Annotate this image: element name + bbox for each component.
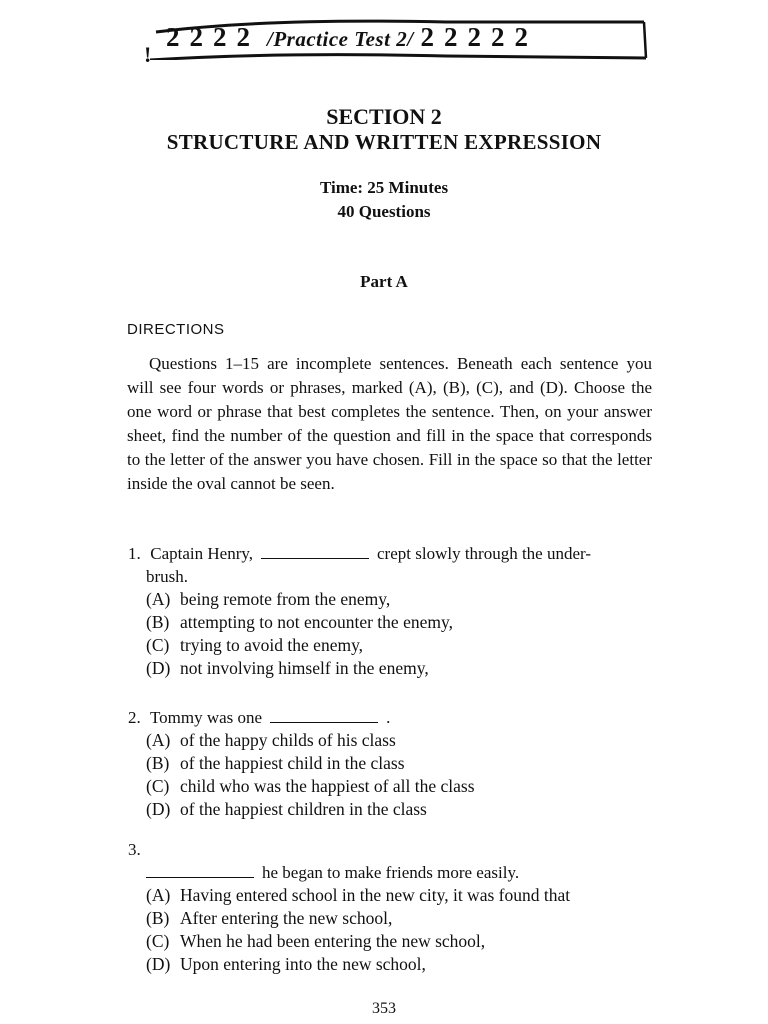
option-list (128, 884, 658, 976)
option-text: being remote from the enemy, (180, 589, 391, 609)
header-text (166, 17, 538, 59)
header-digit: 2 (213, 22, 228, 52)
option-letter: (C) (146, 931, 170, 951)
option-text: trying to avoid the enemy, (180, 635, 364, 655)
option-text: Having entered school in the new city, it was found that (180, 885, 571, 905)
option-text: not involving himself in the enemy, (180, 658, 429, 678)
header-digit: 2 (236, 22, 251, 52)
option-letter: (C) (146, 635, 170, 655)
answer-blank (261, 546, 369, 559)
section-title: STRUCTURE AND WRITTEN EXPRESSION (166, 130, 602, 154)
stem-after-blank: crept slowly through the under- (377, 544, 592, 563)
question-stem (128, 542, 658, 565)
option-text: of the happiest child in the class (180, 753, 405, 773)
stem-continuation: brush. (146, 567, 189, 586)
question-count: 40 Questions (337, 202, 431, 221)
question-2 (128, 706, 658, 821)
question-stem-line (128, 861, 658, 884)
option-text: When he had been entering the new school, (180, 931, 486, 951)
header-digit: 2 (514, 22, 530, 52)
option-list (128, 729, 658, 821)
directions-block (127, 352, 652, 496)
stem-before-blank: Captain Henry, (150, 544, 254, 563)
question-number: 1. (128, 544, 141, 563)
option-letter: (B) (146, 753, 170, 773)
option-b[interactable] (146, 752, 658, 775)
question-number: 2. (128, 708, 141, 727)
stem-after-blank: . (386, 708, 391, 727)
header-title: /Practice Test 2/ (267, 27, 414, 51)
option-letter: (B) (146, 908, 170, 928)
option-c[interactable] (146, 634, 658, 657)
option-a[interactable] (146, 729, 658, 752)
option-text: of the happy childs of his class (180, 730, 396, 750)
option-text: Upon entering into the new school, (180, 954, 426, 974)
header-digit: 2 (420, 22, 436, 52)
option-letter: (A) (146, 730, 171, 750)
question-1 (128, 542, 658, 680)
stem-before-blank: Tommy was one (149, 708, 263, 727)
option-letter: (D) (146, 799, 171, 819)
option-text: child who was the happiest of all the class (180, 776, 475, 796)
header-digit: 2 (491, 22, 506, 52)
option-a[interactable] (146, 884, 658, 907)
question-stem (128, 838, 658, 861)
header-tick-mark: ! (144, 42, 152, 67)
option-d[interactable] (146, 953, 658, 976)
directions-text: Questions 1–15 are incomplete sentences. Beneath each sentence you will see four words or phrases, marked (A), (B), (C), and (D). Choose the one word or phrase that best completes the sentence. Then, on your answer sheet, find the number of the question and fill in the space that corresponds to the letter of the answer you have chosen. Fill in the space so that the letter inside the oval cannot be seen. (127, 354, 652, 493)
option-d[interactable] (146, 657, 658, 680)
header-digit: 2 (189, 22, 204, 52)
option-text: attempting to not encounter the enemy, (180, 612, 453, 632)
answer-blank (146, 865, 254, 878)
option-list (128, 588, 658, 680)
option-letter: (D) (146, 954, 171, 974)
option-b[interactable] (146, 907, 658, 930)
option-c[interactable] (146, 930, 658, 953)
option-letter: (A) (146, 885, 171, 905)
option-letter: (C) (146, 776, 170, 796)
option-d[interactable] (146, 798, 658, 821)
option-letter: (B) (146, 612, 170, 632)
option-text: of the happiest children in the class (180, 799, 427, 819)
option-a[interactable] (146, 588, 658, 611)
question-3 (128, 838, 658, 976)
question-stem (128, 706, 658, 729)
header-bar (144, 12, 650, 67)
header-digit: 2 (166, 22, 181, 52)
stem-after-blank: he began to make friends more easily. (262, 863, 520, 882)
part-heading: Part A (360, 272, 408, 291)
page-number: 353 (372, 1000, 396, 1017)
option-b[interactable] (146, 611, 658, 634)
directions-label: DIRECTIONS (127, 321, 225, 338)
header-digit: 2 (467, 22, 483, 52)
question-number: 3. (128, 840, 141, 859)
option-text: After entering the new school, (180, 908, 393, 928)
option-letter: (D) (146, 658, 171, 678)
option-letter: (A) (146, 589, 171, 609)
header-digit: 2 (444, 22, 459, 52)
option-c[interactable] (146, 775, 658, 798)
answer-blank (270, 710, 378, 723)
time-limit: Time: 25 Minutes (319, 178, 449, 197)
section-number: SECTION 2 (326, 104, 442, 129)
